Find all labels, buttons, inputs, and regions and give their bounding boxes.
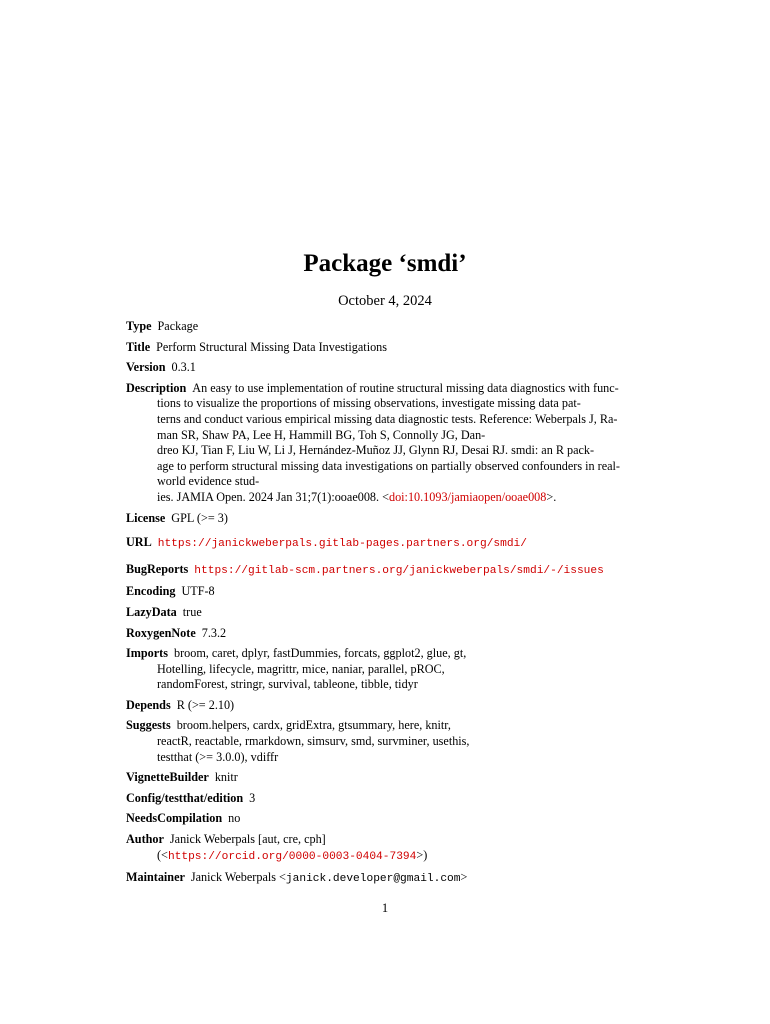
field-depends: [126, 698, 636, 714]
field-key: Suggests: [126, 718, 171, 733]
field-key: Maintainer: [126, 870, 185, 885]
field-license: [126, 511, 636, 527]
page-number: 1: [381, 901, 389, 915]
description-line: world evidence stud-: [157, 474, 260, 489]
field-key: Title: [126, 339, 151, 354]
field-bugreports: [126, 562, 636, 580]
field-author: [126, 832, 636, 865]
field-value: knitr: [214, 770, 238, 785]
author-name: Janick Weberpals [aut, cre, cph]: [169, 832, 326, 847]
field-value: no: [228, 811, 241, 826]
field-suggests: [126, 718, 636, 765]
description-line-last: [126, 490, 636, 506]
field-key: License: [126, 510, 166, 525]
field-value: 7.3.2: [201, 625, 227, 640]
description-line: terns and conduct various empirical missing data diagnostic tests. Reference: Weberpals J, Ra-: [157, 411, 618, 426]
field-url: [126, 535, 636, 553]
field-value: 3: [249, 790, 256, 805]
suggests-line: broom.helpers, cardx, gridExtra, gtsummary, here, knitr,: [176, 718, 451, 733]
description-line: An easy to use implementation of routine structural missing data diagnostics with func-: [192, 380, 619, 395]
field-value: GPL (>= 3): [171, 510, 228, 525]
field-key: NeedsCompilation: [126, 811, 223, 826]
description-line: tions to visualize the proportions of missing observations, investigate missing data pat-: [157, 396, 581, 411]
field-key: Depends: [126, 697, 171, 712]
suggests-line: testthat (>= 3.0.0), vdiffr: [157, 749, 279, 764]
field-key: Version: [126, 360, 166, 375]
field-vignettebuilder: [126, 770, 636, 786]
imports-line: randomForest, stringr, survival, tableone, tibble, tidyr: [157, 677, 418, 692]
field-key: Imports: [126, 646, 168, 661]
field-needscompilation: [126, 811, 636, 827]
field-value: Perform Structural Missing Data Investigations: [156, 339, 388, 354]
field-key: Description: [126, 380, 187, 395]
imports-line: Hotelling, lifecycle, magrittr, mice, naniar, parallel, pROC,: [157, 661, 445, 676]
field-lazydata: [126, 605, 636, 621]
field-config-testthat-edition: [126, 791, 636, 807]
orcid-link[interactable]: https://orcid.org/0000-0003-0404-7394: [167, 850, 417, 863]
field-value: UTF-8: [181, 584, 215, 599]
description-citation: ies. JAMIA Open. 2024 Jan 31;7(1):ooae008. <: [157, 489, 389, 504]
field-key: RoxygenNote: [126, 625, 196, 640]
field-key: VignetteBuilder: [126, 770, 209, 785]
field-value: true: [182, 604, 202, 619]
imports-line: broom, caret, dplyr, fastDummies, forcats, ggplot2, glue, gt,: [173, 646, 467, 661]
field-imports: [126, 646, 636, 693]
bugreports-link[interactable]: https://gitlab-scm.partners.org/janickweberpals/smdi/-/issues: [194, 564, 604, 577]
field-title: [126, 340, 636, 356]
field-key: Config/testthat/edition: [126, 790, 244, 805]
author-orcid-line: [126, 848, 636, 866]
field-roxygennote: [126, 626, 636, 642]
package-title: Package ‘smdi’: [303, 250, 467, 277]
field-value: Package: [157, 319, 199, 333]
maintainer-name: Janick Weberpals <: [190, 870, 286, 885]
field-key: BugReports: [126, 561, 189, 576]
description-line: dreo KJ, Tian F, Liu W, Li J, Hernández-Muñoz JJ, Glynn RJ, Desai RJ. smdi: an R pack-: [157, 443, 595, 458]
description-line: age to perform structural missing data investigations on partially observed confounders in real-: [157, 458, 620, 473]
suggests-line: reactR, reactable, rmarkdown, simsurv, smd, survminer, usethis,: [157, 734, 470, 749]
description-line: man SR, Shaw PA, Lee H, Hammill BG, Toh S, Connolly JG, Dan-: [157, 427, 486, 442]
maintainer-email-close: >: [460, 870, 468, 885]
doi-link[interactable]: doi:10.1093/jamiaopen/ooae008: [388, 489, 547, 504]
field-key: Encoding: [126, 584, 176, 599]
field-key: Author: [126, 832, 164, 847]
field-key: URL: [126, 535, 152, 550]
orcid-close: >): [416, 847, 428, 862]
description-citation-end: >.: [546, 489, 557, 504]
field-maintainer: [126, 870, 636, 888]
field-key: LazyData: [126, 604, 177, 619]
description-fields: [126, 319, 636, 893]
url-link[interactable]: https://janickweberpals.gitlab-pages.partners.org/smdi/: [157, 538, 527, 551]
maintainer-email[interactable]: janick.developer@gmail.com: [285, 873, 461, 886]
field-value: 0.3.1: [171, 360, 196, 375]
field-value: R (>= 2.10): [176, 697, 235, 712]
field-type: [126, 319, 636, 335]
field-description: [126, 381, 636, 506]
package-date: October 4, 2024: [338, 293, 432, 309]
field-version: [126, 360, 636, 376]
orcid-open: (<: [157, 847, 168, 862]
field-encoding: [126, 584, 636, 600]
field-key: Type: [126, 319, 152, 333]
